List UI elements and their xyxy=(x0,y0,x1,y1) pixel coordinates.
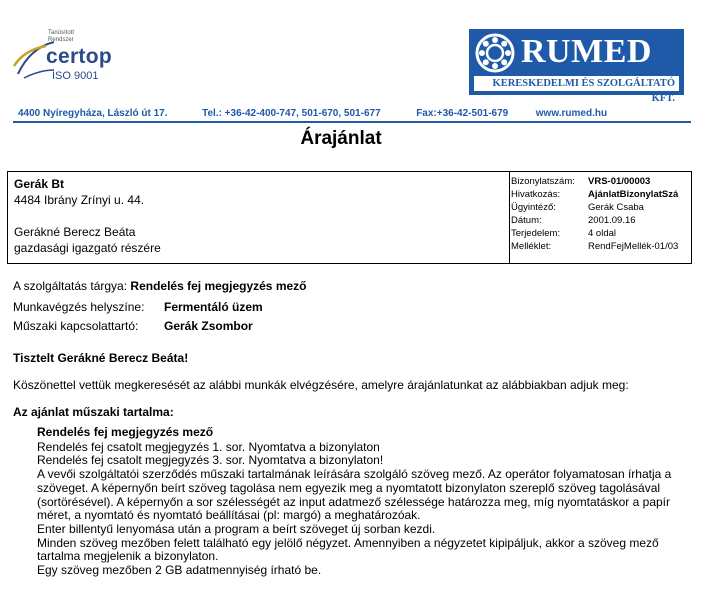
service-subject-value: Rendelés fej megjegyzés mező xyxy=(130,279,307,293)
header-divider xyxy=(13,121,691,123)
technical-content xyxy=(37,426,687,578)
contact-line xyxy=(18,108,690,119)
service-contact-label: Műszaki kapcsolattartó: xyxy=(13,319,139,333)
technical-section-title: Az ajánlat műszaki tartalma: xyxy=(13,405,174,419)
info-divider xyxy=(509,172,510,263)
certop-iso-logo xyxy=(10,26,120,88)
recipient-block xyxy=(14,176,161,256)
certop-brand: certop xyxy=(46,45,112,68)
service-contact-value: Gerák Zsombor xyxy=(164,319,253,333)
contact-address: 4400 Nyíregyháza, László út 17. xyxy=(18,108,168,119)
service-location xyxy=(13,300,263,314)
document-meta xyxy=(511,175,691,253)
rumed-logo xyxy=(469,29,684,104)
service-location-label: Munkavégzés helyszíne: xyxy=(13,300,145,314)
contact-tel: Tel.: +36-42-400-747, 501-670, 501-677 xyxy=(202,108,381,119)
technical-line: A vevői szolgáltatói szerződés műszaki tartalmának leírására szolgáló szöveg mező. Az operátor folyamatosan írhatja a szöveget. A képernyőn beírt szöveg tagolása nem egyezik meg a nyomtatott bizonylaton szereplő szöveg tagolásával (sortörésével). A képernyőn a sor szélességét az input adatmező szélessége határozza meg, míg nyomtatáskor a papír méret, a nyomtató és nyomtató beállításai (pl: margó) a meghatározóak. xyxy=(37,467,672,523)
meta-row-bizonylatszam: Bizonylatszám: VRS-01/00003 xyxy=(511,176,651,187)
meta-row-terjedelem: Terjedelem: 4 oldal xyxy=(511,228,616,239)
technical-line: Minden szöveg mezőben felett található egy jelölő négyzet. Amennyiben a négyzetet kipipáljuk, akkor a szöveg mező tartalma megjelenik a bizonylaton. xyxy=(37,535,659,564)
rumed-subtitle: KERESKEDELMI ÉS SZOLGÁLTATÓ KFT. xyxy=(474,76,679,91)
greeting: Tisztelt Gerákné Berecz Beáta! xyxy=(13,351,189,365)
recipient-person: Gerákné Berecz Beáta xyxy=(14,225,136,239)
recipient-address: 4484 Ibrány Zrínyi u. 44. xyxy=(14,193,145,207)
technical-line: Enter billentyű lenyomása után a program a beírt szöveget új sorban kezdi. xyxy=(37,521,436,536)
service-subject-label: A szolgáltatás tárgya: xyxy=(13,279,128,293)
meta-row-ugyintezo: Ügyintéző: Gerák Csaba xyxy=(511,202,644,213)
service-subject xyxy=(13,279,307,293)
contact-fax: Fax:+36-42-501-679 xyxy=(416,108,509,119)
recipient-company: Gerák Bt xyxy=(14,177,65,191)
technical-item-title: Rendelés fej megjegyzés mező xyxy=(37,425,214,439)
technical-line: Rendelés fej csatolt megjegyzés 1. sor. Nyomtatva a bizonylaton xyxy=(37,439,380,454)
rumed-brand-name: RUMED xyxy=(521,33,652,70)
certop-iso-label: ISO 9001 xyxy=(52,70,99,82)
meta-row-melleklet: Melléklet: RendFejMellék-01/03 xyxy=(511,241,679,252)
technical-line: Rendelés fej csatolt megjegyzés 3. sor. Nyomtatva a bizonylaton! xyxy=(37,453,384,468)
bearing-icon xyxy=(475,33,515,73)
meta-row-datum: Dátum: 2001.09.16 xyxy=(511,215,636,226)
service-location-value: Fermentáló üzem xyxy=(164,300,263,314)
intro-text: Köszönettel vettük megkeresését az alábbi munkák elvégzésére, amelyre árajánlatunkat az alábbiakban adjuk meg: xyxy=(13,378,629,392)
info-box xyxy=(7,171,692,264)
contact-web[interactable]: www.rumed.hu xyxy=(535,108,608,119)
document-title: Árajánlat xyxy=(300,128,382,149)
technical-line: Egy szöveg mezőben 2 GB adatmennyiség írható be. xyxy=(37,563,322,578)
certop-small-text: Tanúsított Rendszer xyxy=(48,30,75,43)
service-contact xyxy=(13,319,253,333)
meta-row-hivatkozas: Hivatkozás: AjánlatBizonylatSzá xyxy=(511,189,679,200)
recipient-role: gazdasági igazgató részére xyxy=(14,241,161,255)
